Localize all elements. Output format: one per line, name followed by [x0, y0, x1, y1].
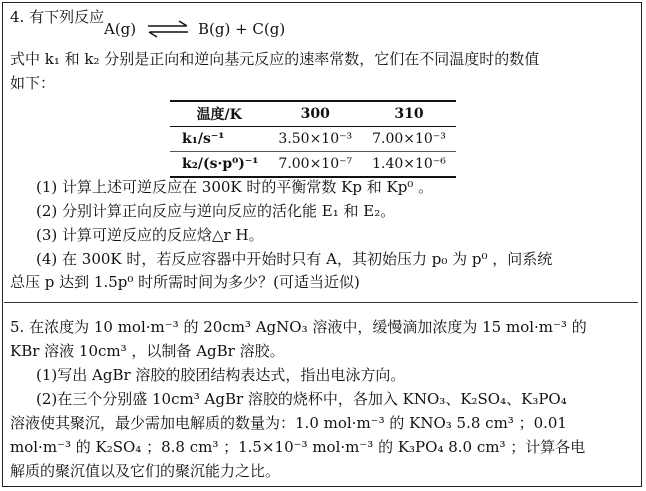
- reaction-right: B(g) + C(g): [198, 20, 286, 38]
- table-cell: 3.50×10⁻³: [268, 127, 362, 152]
- problem4-title: 4. 有下列反应: [10, 8, 105, 26]
- problem5-line1: 5. 在浓度为 10 mol·m⁻³ 的 20cm³ AgNO₃ 溶液中，缓慢滴加浓度为 15 mol·m⁻³ 的: [10, 318, 587, 336]
- problem4-question4-line2: 总压 p 达到 1.5p⁰ 时所需时间为多少？(可适当近似): [10, 273, 360, 291]
- table-header-temperature: 温度/K: [170, 101, 268, 127]
- equilibrium-arrows-icon: [146, 20, 190, 38]
- reaction-left: A(g): [104, 20, 137, 38]
- section-divider: [4, 302, 638, 303]
- problem4-line2: 如下：: [10, 74, 56, 92]
- problem4-line1: 式中 k₁ 和 k₂ 分别是正向和逆向基元反应的速率常数，它们在不同温度时的数值: [10, 50, 540, 68]
- problem5-question2-line4: 解质的聚沉值以及它们的聚沉能力之比。: [10, 462, 281, 480]
- problem5-question2-line1: (2)在三个分别盛 10cm³ AgBr 溶胶的烧杯中，各加入 KNO₃、K₂SO₄、K₃PO₄: [36, 390, 567, 408]
- table-header-300: 300: [268, 101, 362, 127]
- problem5-question2-line2: 溶液使其聚沉，最少需加电解质的数量为：1.0 mol·m⁻³ 的 KNO₃ 5.8 cm³ ；0.01: [10, 414, 567, 432]
- problem5-question1: (1)写出 AgBr 溶胶的胶团结构表达式，指出电泳方向。: [36, 366, 406, 384]
- table-header-310: 310: [362, 101, 456, 127]
- rate-constant-table: [170, 100, 456, 178]
- table-row: [170, 152, 456, 178]
- table-cell: 7.00×10⁻⁷: [268, 152, 362, 178]
- table-row: [170, 127, 456, 152]
- problem5-question2-line3: mol·m⁻³ 的 K₂SO₄ ；8.8 cm³ ；1.5×10⁻³ mol·m⁻³ 的 K₃PO₄ 8.0 cm³ ；计算各电: [10, 438, 586, 456]
- table-row-label: k₁/s⁻¹: [170, 127, 268, 152]
- problem4-question3: (3) 计算可逆反应的反应焓△r H。: [36, 226, 264, 244]
- table-row-label: k₂/(s·p⁰)⁻¹: [170, 152, 268, 178]
- problem4-question2: (2) 分别计算正向反应与逆向反应的活化能 E₁ 和 E₂。: [36, 202, 396, 220]
- problem5-line2: KBr 溶液 10cm³ ，以制备 AgBr 溶胶。: [10, 342, 285, 360]
- table-cell: 1.40×10⁻⁶: [362, 152, 456, 178]
- table-cell: 7.00×10⁻³: [362, 127, 456, 152]
- table-header-row: [170, 101, 456, 127]
- problem4-question4-line1: (4) 在 300K 时，若反应容器中开始时只有 A，其初始压力 p₀ 为 p⁰ ，问系统: [36, 250, 553, 268]
- problem4-question1: (1) 计算上述可逆反应在 300K 时的平衡常数 Kp 和 Kp⁰ 。: [36, 178, 434, 196]
